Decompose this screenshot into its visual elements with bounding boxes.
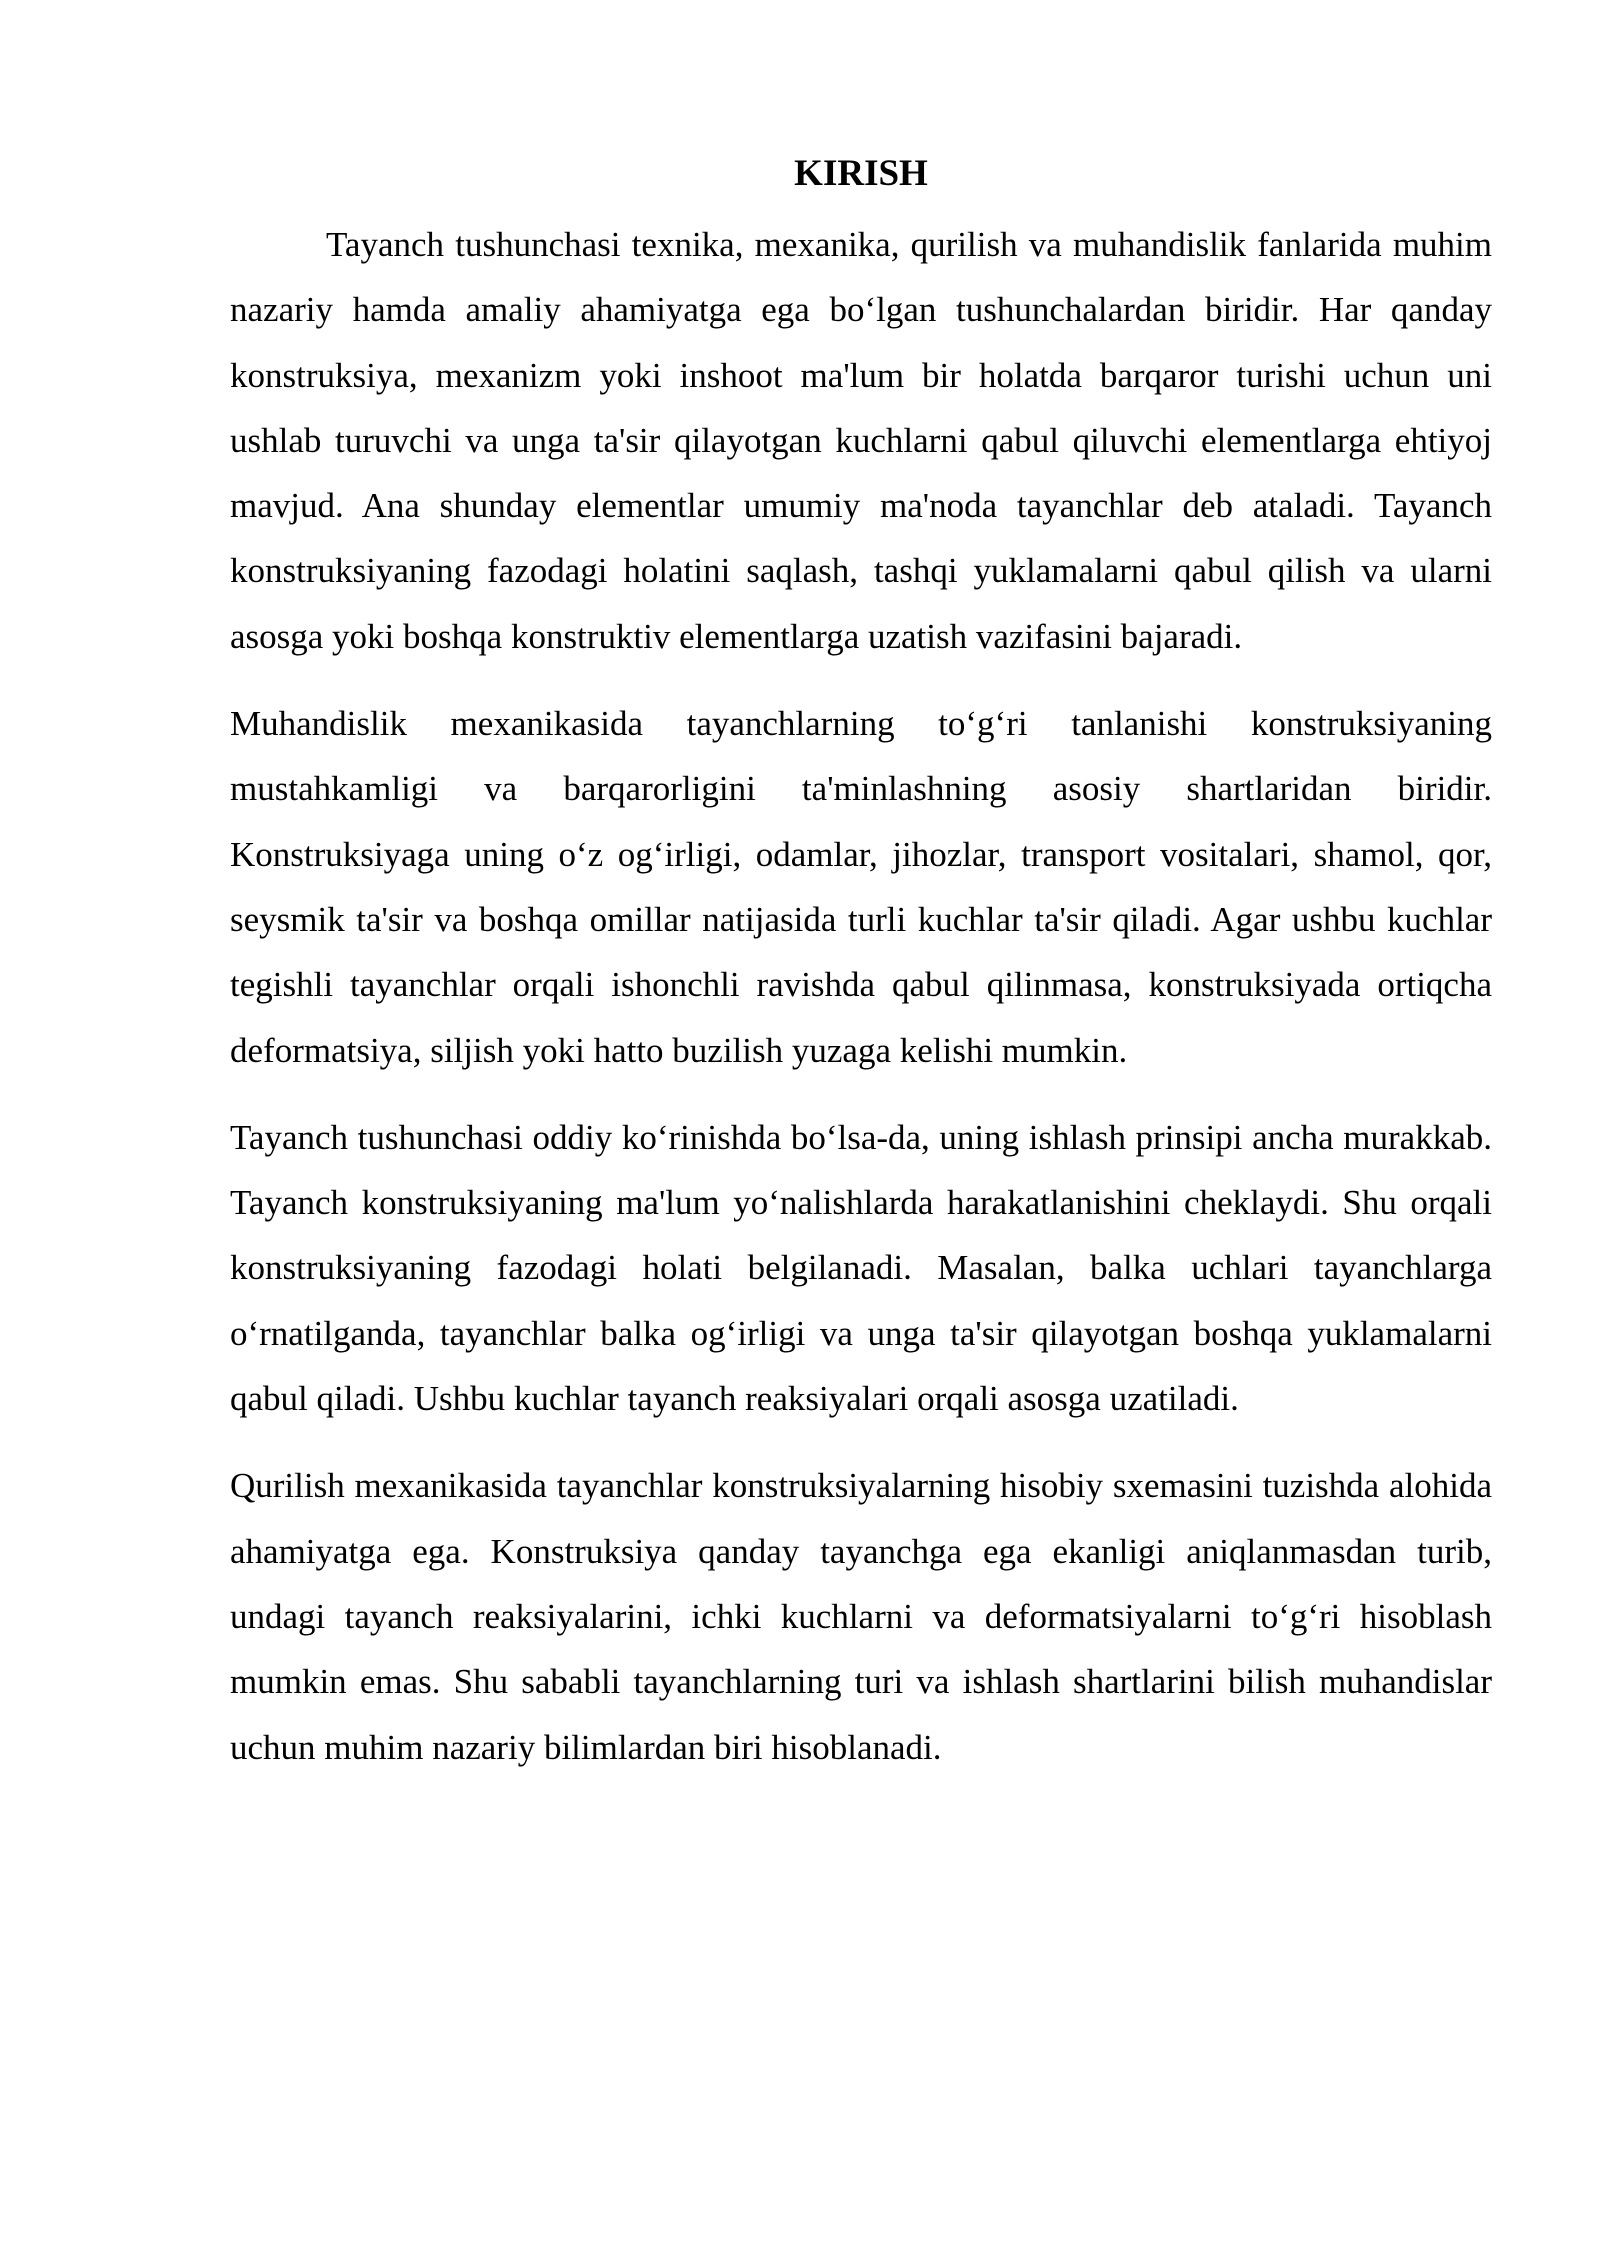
page-title: KIRISH bbox=[794, 153, 928, 194]
paragraph-1: Tayanch tushunchasi texnika, mexanika, qurilish va muhandislik fanlarida muhim nazariy hamda amaliy ahamiyatga ega bo‘lgan tushunchalardan biridir. Har qanday konstruksiya, mexanizm yoki inshoot ma'lum bir holatda barqaror turishi uchun uni ushlab turuvchi va unga ta'sir qilayotgan kuchlarni qabul qiluvchi elementlarga ehtiyoj mavjud. Ana shunday elementlar umumiy ma'noda tayanchlar deb ataladi. Tayanch konstruksiyaning fazodagi holatini saqlash, tashqi yuklamalarni qabul qilish va ularni asosga yoki boshqa konstruktiv elementlarga uzatish vazifasini bajaradi. bbox=[230, 225, 1492, 656]
paragraph-4: Qurilish mexanikasida tayanchlar konstruksiyalarning hisobiy sxemasini tuzishda alohida ahamiyatga ega. Konstruksiya qanday tayanchga ega ekanligi aniqlanmasdan turib, undagi tayanch reaksiyalarini, ichki kuchlarni va deformatsiyalarni to‘g‘ri hisoblash mumkin emas. Shu sababli tayanchlarning turi va ishlash shartlarini bilish muhandislar uchun muhim nazariy bilimlardan biri hisoblanadi. bbox=[230, 1466, 1492, 1767]
paragraph-3: Tayanch tushunchasi oddiy ko‘rinishda bo‘lsa-da, uning ishlash prinsipi ancha murakkab. Tayanch konstruksiyaning ma'lum yo‘nalishlarda harakatlanishini cheklaydi. Shu orqali konstruksiyaning fazodagi holati belgilanadi. Masalan, balka uchlari tayanchlarga o‘rnatilganda, tayanchlar balka og‘irligi va unga ta'sir qilayotgan boshqa yuklamalarni qabul qiladi. Ushbu kuchlar tayanch reaksiyalari orqali asosga uzatiladi. bbox=[230, 1117, 1492, 1419]
document-body bbox=[230, 148, 1492, 1802]
paragraph-2: Muhandislik mexanikasida tayanchlarning to‘g‘ri tanlanishi konstruksiyaning mustahkamligi va barqarorligini ta'minlashning asosiy shartlaridan biridir. Konstruksiyaga uning o‘z og‘irligi, odamlar, jihozlar, transport vositalari, shamol, qor, seysmik ta'sir va boshqa omillar natijasida turli kuchlar ta'sir qiladi. Agar ushbu kuchlar tegishli tayanchlar orqali ishonchli ravishda qabul qilinmasa, konstruksiyada ortiqcha deformatsiya, siljish yoki hatto buzilish yuzaga kelishi mumkin. bbox=[230, 704, 1492, 1070]
